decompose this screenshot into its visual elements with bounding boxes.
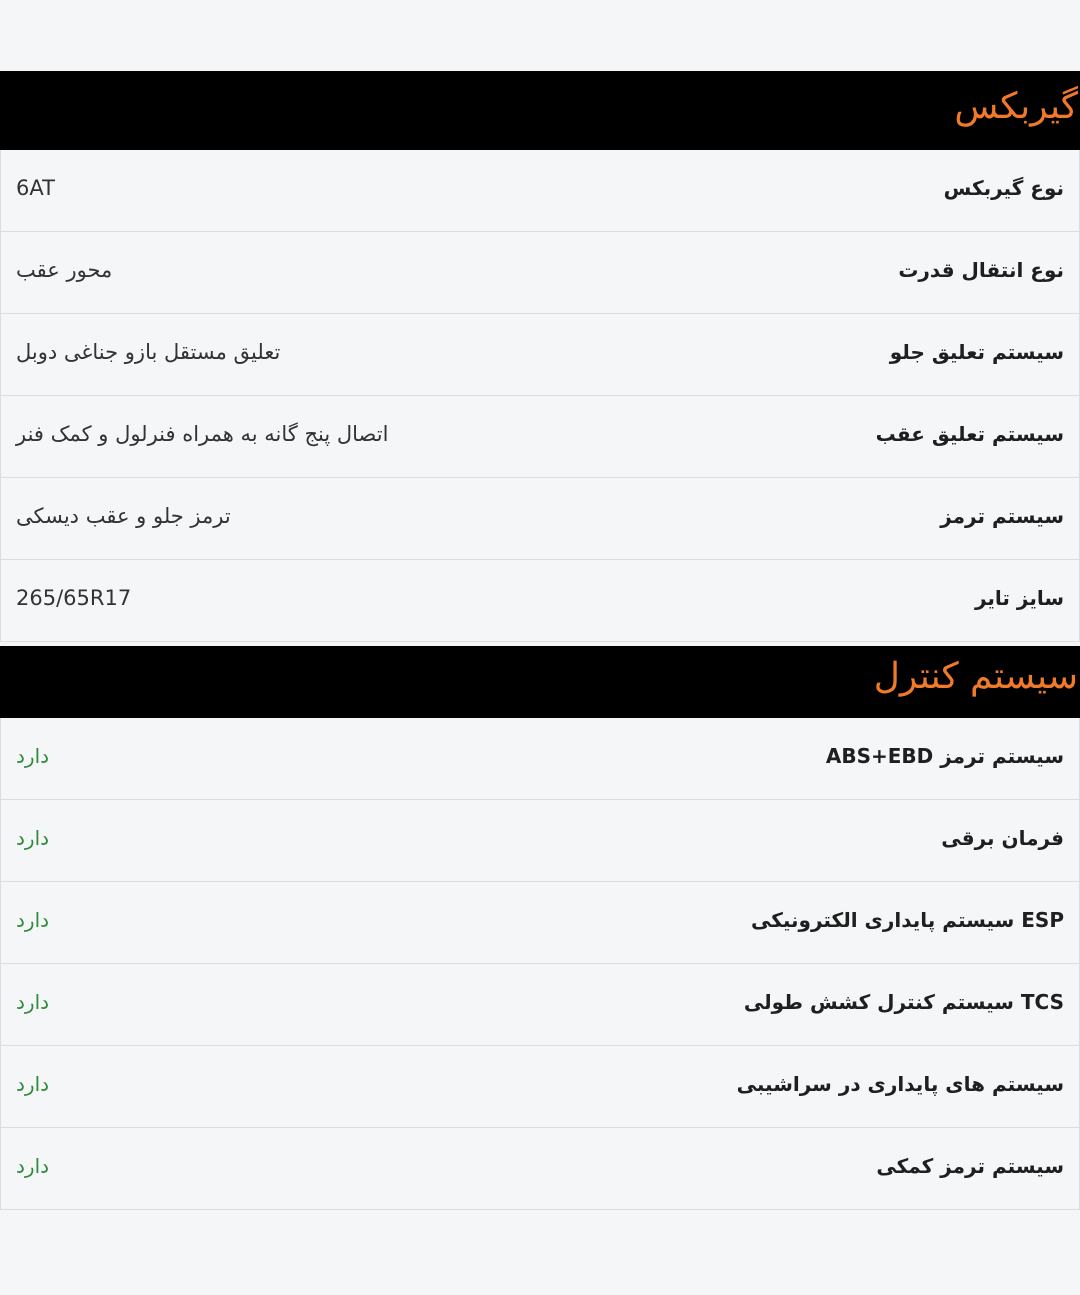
feature-status: دارد [16,744,50,768]
feature-row-abs-ebd [0,718,1080,800]
feature-row-power-steering [0,800,1080,882]
control-section [0,646,1080,1210]
spec-label: نوع گیربکس [943,176,1064,200]
feature-row-esp [0,882,1080,964]
spec-label: نوع انتقال قدرت [898,258,1064,282]
spec-row-drive-type [0,232,1080,314]
spec-value: ترمز جلو و عقب دیسکی [16,504,231,528]
feature-label: ESP سیستم پایداری الکترونیکی [750,908,1064,932]
feature-row-hill-stability [0,1046,1080,1128]
feature-status: دارد [16,908,50,932]
spec-row-front-suspension [0,314,1080,396]
feature-label: TCS سیستم کنترل کشش طولی [743,990,1064,1014]
feature-label: سیستم ترمز کمکی [876,1154,1064,1178]
spec-row-brake-system [0,478,1080,560]
spec-value: اتصال پنج گانه به همراه فنرلول و کمک فنر [16,422,389,446]
spec-value: تعلیق مستقل بازو جناغی دوبل [16,340,281,364]
spec-value: محور عقب [16,258,113,282]
feature-label: سیستم ترمز ABS+EBD [825,744,1064,768]
spec-row-tire-size [0,560,1080,642]
control-section-title: سیستم کنترل [0,646,1080,718]
feature-status: دارد [16,990,50,1014]
feature-label: سیستم های پایداری در سراشیبی [736,1072,1064,1096]
feature-status: دارد [16,1072,50,1096]
spec-label: سیستم ترمز [940,504,1064,528]
feature-status: دارد [16,826,50,850]
spec-row-gearbox-type [0,150,1080,232]
spec-label: سیستم تعلیق عقب [875,422,1064,446]
spec-label: سیستم تعلیق جلو [889,340,1064,364]
feature-label: فرمان برقی [941,826,1064,850]
feature-status: دارد [16,1154,50,1178]
feature-row-brake-assist [0,1128,1080,1210]
spec-row-rear-suspension [0,396,1080,478]
spec-value: 265/65R17 [16,586,132,610]
gearbox-section [0,71,1080,642]
spec-label: سایز تایر [974,586,1064,610]
gearbox-section-title: گیربکس [0,71,1080,150]
feature-row-tcs [0,964,1080,1046]
spec-value: 6AT [16,176,55,200]
